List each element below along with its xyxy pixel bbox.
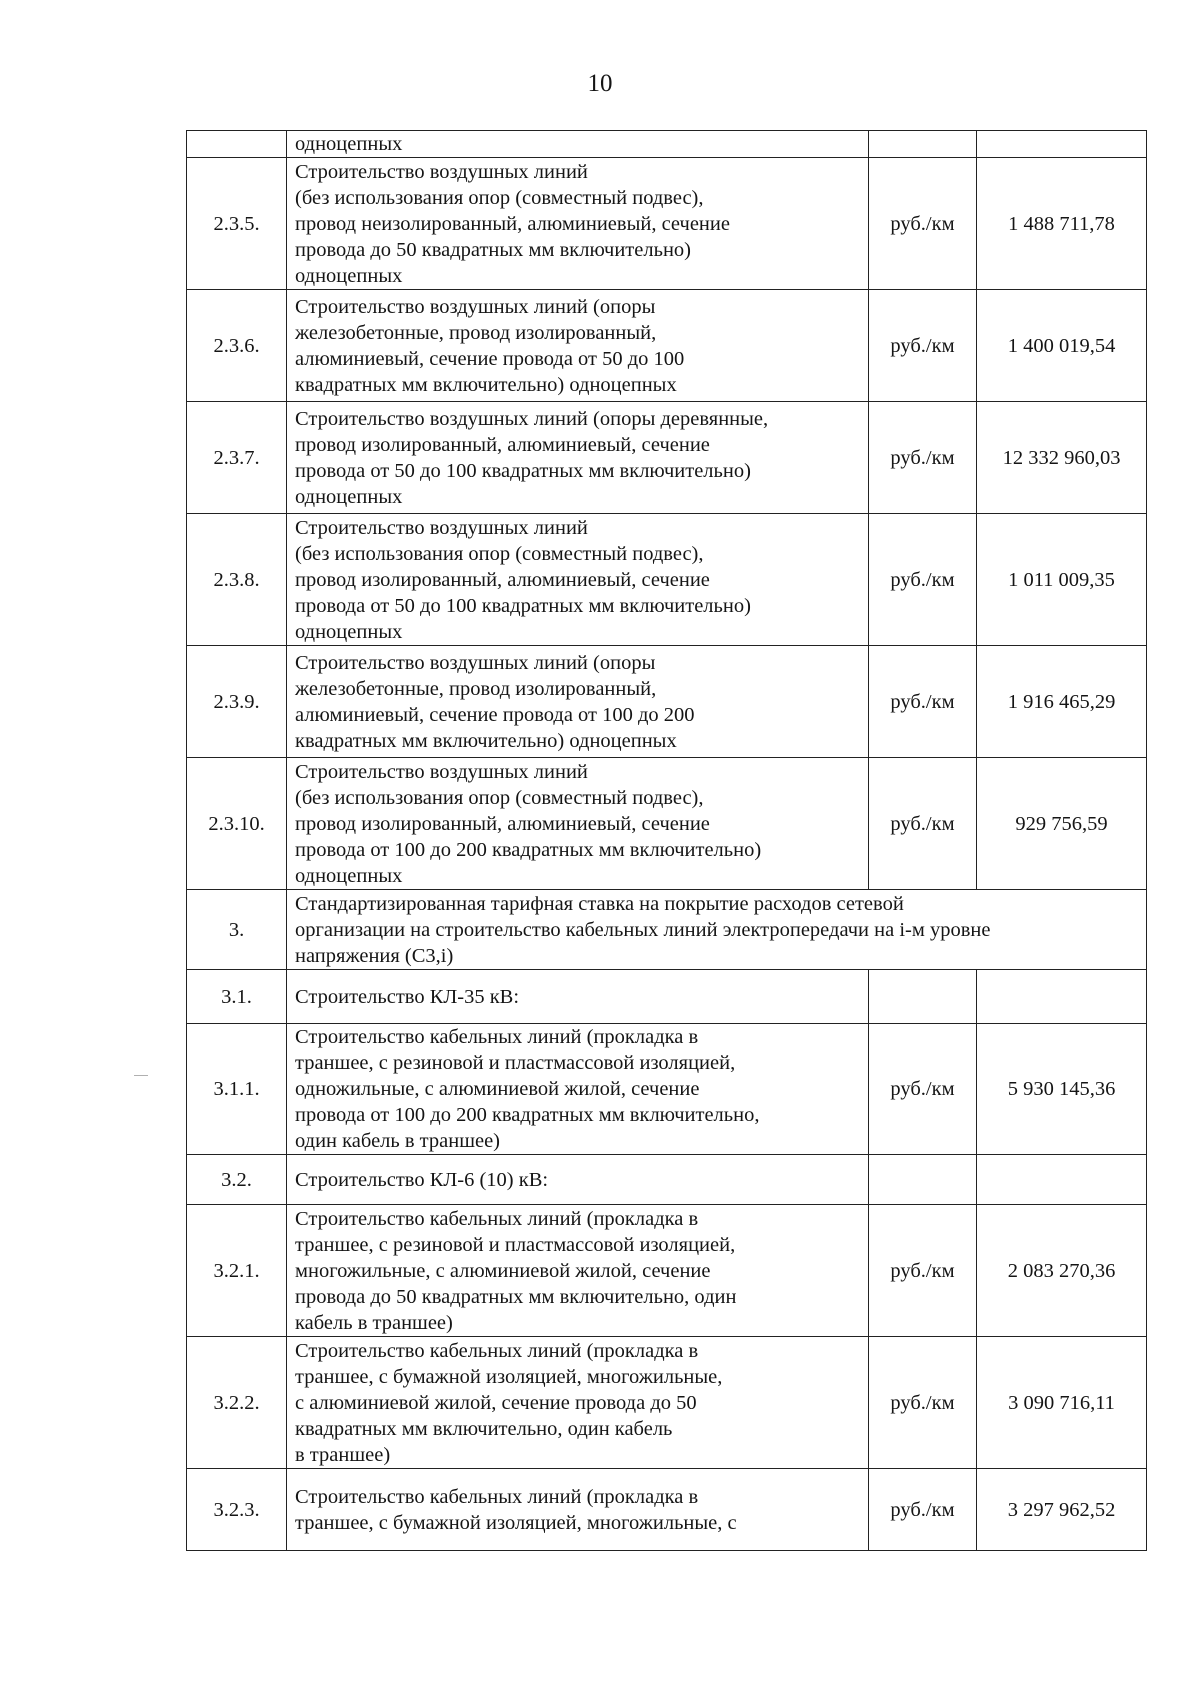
- page-number: 10: [587, 70, 613, 97]
- row-description: одноцепных: [287, 131, 869, 158]
- row-number: 3.2.: [187, 1155, 287, 1205]
- row-unit: руб./км: [869, 514, 977, 646]
- row-unit: руб./км: [869, 758, 977, 890]
- table-row: [187, 1337, 1147, 1469]
- row-value: [977, 970, 1147, 1024]
- row-description: Строительство КЛ-6 (10) кВ:: [287, 1155, 869, 1205]
- row-number: 3.1.1.: [187, 1024, 287, 1155]
- row-number: [187, 131, 287, 158]
- row-unit: руб./км: [869, 402, 977, 514]
- tariff-table: [186, 130, 1147, 1551]
- row-number: 3.2.1.: [187, 1205, 287, 1337]
- row-number: 2.3.7.: [187, 402, 287, 514]
- row-number: 2.3.8.: [187, 514, 287, 646]
- row-number: 2.3.9.: [187, 646, 287, 758]
- table-row: [187, 1205, 1147, 1337]
- row-value: 1 400 019,54: [977, 290, 1147, 402]
- row-number: 3.2.2.: [187, 1337, 287, 1469]
- row-number: 2.3.6.: [187, 290, 287, 402]
- table-row: [187, 158, 1147, 290]
- row-number: 3.: [187, 890, 287, 970]
- table-row: [187, 290, 1147, 402]
- row-description: Строительство кабельных линий (прокладка в траншее, с резиновой и пластмассовой изоляцией, одножильные, с алюминиевой жилой, сечение провода от 100 до 200 квадратных мм включительно, один кабель в траншее): [287, 1024, 869, 1155]
- row-unit: руб./км: [869, 1469, 977, 1551]
- table-row: [187, 1024, 1147, 1155]
- row-description: Строительство воздушных линий (без использования опор (совместный подвес), провод изолированный, алюминиевый, сечение провода от 50 до 100 квадратных мм включительно) одноцепных: [287, 514, 869, 646]
- row-value: 3 090 716,11: [977, 1337, 1147, 1469]
- row-value: [977, 131, 1147, 158]
- row-unit: руб./км: [869, 1337, 977, 1469]
- tariff-table-body: [187, 131, 1147, 1551]
- row-description: Строительство воздушных линий (без использования опор (совместный подвес), провод неизолированный, алюминиевый, сечение провода до 50 квадратных мм включительно) одноцепных: [287, 158, 869, 290]
- table-row: [187, 131, 1147, 158]
- row-unit: руб./км: [869, 1024, 977, 1155]
- table-row: [187, 970, 1147, 1024]
- row-unit: [869, 1155, 977, 1205]
- row-value: 12 332 960,03: [977, 402, 1147, 514]
- row-value: 1 488 711,78: [977, 158, 1147, 290]
- row-description: Строительство воздушных линий (опоры железобетонные, провод изолированный, алюминиевый, сечение провода от 100 до 200 квадратных мм включительно) одноцепных: [287, 646, 869, 758]
- scan-mark: [134, 1075, 148, 1076]
- row-description: Строительство воздушных линий (опоры железобетонные, провод изолированный, алюминиевый, сечение провода от 50 до 100 квадратных мм включительно) одноцепных: [287, 290, 869, 402]
- row-description: Строительство кабельных линий (прокладка в траншее, с бумажной изоляцией, многожильные, с алюминиевой жилой, сечение провода до 50 квадратных мм включительно, один кабель в траншее): [287, 1337, 869, 1469]
- row-unit: руб./км: [869, 290, 977, 402]
- table-row: [187, 1469, 1147, 1551]
- row-description: Строительство КЛ-35 кВ:: [287, 970, 869, 1024]
- row-value: 2 083 270,36: [977, 1205, 1147, 1337]
- row-unit: руб./км: [869, 1205, 977, 1337]
- table-row: [187, 646, 1147, 758]
- table-row: [187, 890, 1147, 970]
- row-value: [977, 1155, 1147, 1205]
- row-description: Стандартизированная тарифная ставка на покрытие расходов сетевой организации на строительство кабельных линий электропередачи на i-м уровне напряжения (С3,i): [287, 890, 1147, 970]
- row-value: 929 756,59: [977, 758, 1147, 890]
- row-description: Строительство кабельных линий (прокладка в траншее, с резиновой и пластмассовой изоляцией, многожильные, с алюминиевой жилой, сечение провода до 50 квадратных мм включительно, один кабель в траншее): [287, 1205, 869, 1337]
- row-unit: руб./км: [869, 158, 977, 290]
- row-description: Строительство воздушных линий (опоры деревянные, провод изолированный, алюминиевый, сечение провода от 50 до 100 квадратных мм включительно) одноцепных: [287, 402, 869, 514]
- row-value: 1 011 009,35: [977, 514, 1147, 646]
- row-unit: [869, 131, 977, 158]
- row-description: Строительство кабельных линий (прокладка в траншее, с бумажной изоляцией, многожильные, с: [287, 1469, 869, 1551]
- table-row: [187, 758, 1147, 890]
- row-value: 1 916 465,29: [977, 646, 1147, 758]
- table-row: [187, 402, 1147, 514]
- row-description: Строительство воздушных линий (без использования опор (совместный подвес), провод изолированный, алюминиевый, сечение провода от 100 до 200 квадратных мм включительно) одноцепных: [287, 758, 869, 890]
- row-number: 2.3.10.: [187, 758, 287, 890]
- row-value: 3 297 962,52: [977, 1469, 1147, 1551]
- row-unit: [869, 970, 977, 1024]
- row-number: 2.3.5.: [187, 158, 287, 290]
- table-row: [187, 1155, 1147, 1205]
- row-number: 3.1.: [187, 970, 287, 1024]
- row-unit: руб./км: [869, 646, 977, 758]
- table-row: [187, 514, 1147, 646]
- row-number: 3.2.3.: [187, 1469, 287, 1551]
- row-value: 5 930 145,36: [977, 1024, 1147, 1155]
